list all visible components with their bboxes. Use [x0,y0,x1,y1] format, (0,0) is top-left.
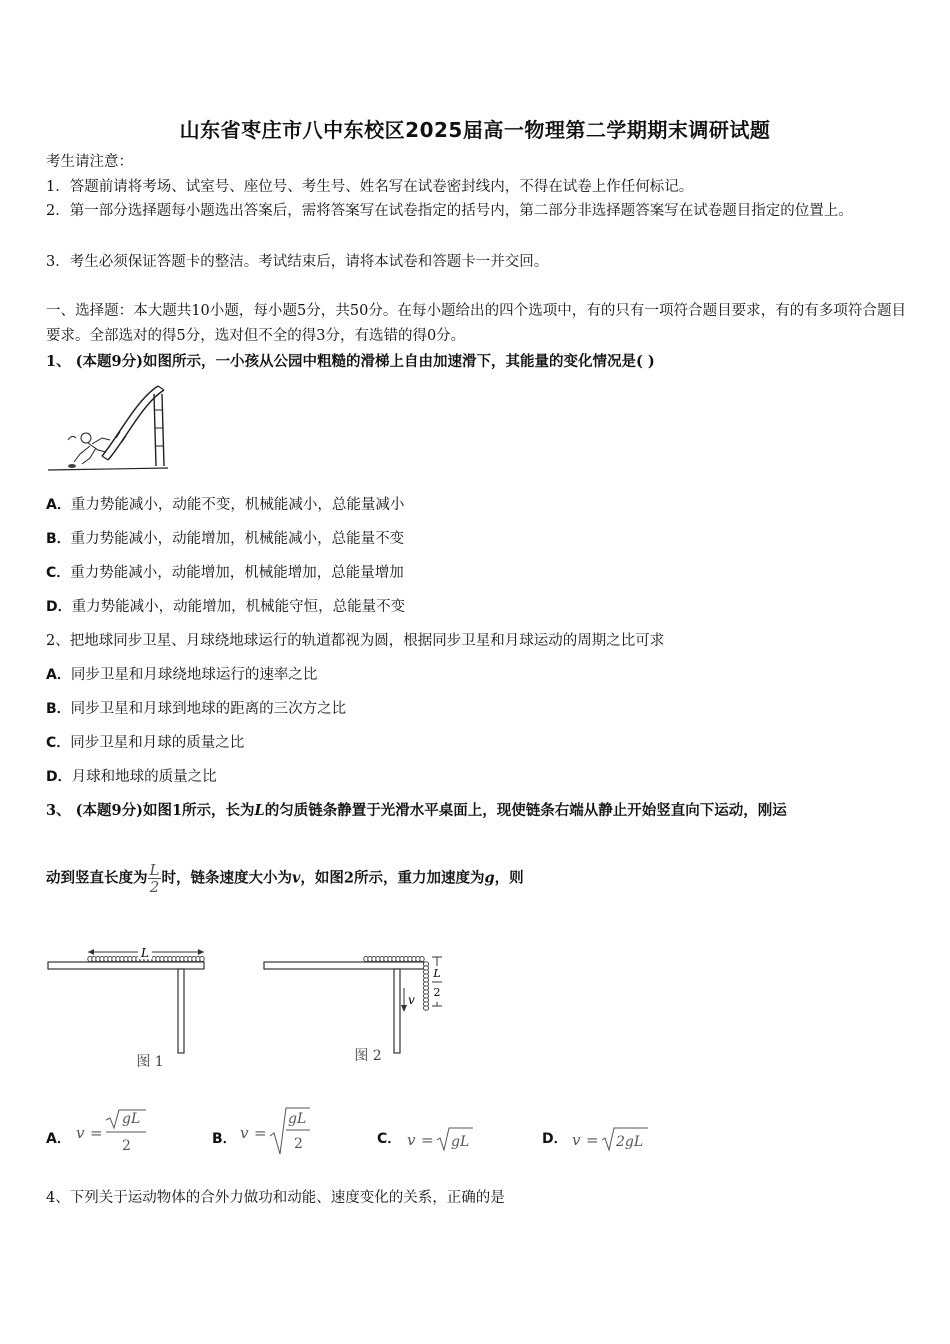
notice-item-1: 1．答题前请将考场、试室号、座位号、考生号、姓名写在试卷密封线内，不得在试卷上作任何标记。 [46,179,694,195]
q1-option-a: A．重力势能减小，动能不变，机械能减小，总能量减小 [46,497,405,513]
chain-figure-1 [46,942,216,1072]
fig2-velocity-label: v [408,993,415,1007]
svg-text:2: 2 [122,1138,131,1154]
q3-d-formula [600,1126,650,1154]
fig2-caption: 图 2 [354,1048,382,1064]
chain-figure-2 [262,942,452,1072]
notice-item-2: 2．第一部分选择题每小题选出答案后，需将答案写在试卷指定的括号内，第二部分非选择题答案写在试卷题目指定的位置上。 [46,203,853,219]
notice-header: 考生请注意： [46,154,133,170]
q3-c-formula [435,1126,475,1154]
chain-link [200,956,204,961]
q3-a-formula [104,1108,148,1156]
svg-text:gL: gL [288,1111,307,1127]
slide-figure [46,380,172,476]
q2-option-c: C．同步卫星和月球的质量之比 [46,735,245,751]
svg-text:gL: gL [122,1111,141,1127]
fig1-caption: 图 1 [136,1054,164,1070]
q3-fraction: $\frac{L}{2}$ [149,861,160,896]
q1-stem: 1、 (本题9分)如图所示，一小孩从公园中粗糙的滑梯上自由加速滑下，其能量的变化情况是( ) [46,353,655,370]
svg-text:2gL: 2gL [616,1134,644,1150]
fig2-half-den: 2 [433,986,441,999]
fig1-length-label: L [141,946,149,960]
q3-stem-line1: 3、 (本题9分)如图1所示，长为L的匀质链条静置于光滑水平桌面上，现使链条右端从静止开始竖直向下运动，刚运 [46,802,787,819]
q3-option-a: A． v = gL 2 [46,1106,206,1156]
q2-option-a: A．同步卫星和月球绕地球运行的速率之比 [46,667,318,683]
svg-text:2: 2 [294,1136,303,1152]
page-title: 山东省枣庄市八中东校区2025届高一物理第二学期期末调研试题 [179,118,771,142]
q3-stem-line2: 动到竖直长度为 $\frac{L}{2}$ 时，链条速度大小为v，如图2所示，重力加速度为g，则 [46,861,524,896]
q1-option-c: C．重力势能减小，动能增加，机械能增加，总能量增加 [46,565,404,581]
q2-option-b: B．同步卫星和月球到地球的距离的三次方之比 [46,701,347,717]
section-heading: 一、选择题：本大题共10小题，每小题5分，共50分。在每小题给出的四个选项中，有的只有一项符合题目要求，有的有多项符合题目要求。全部选对的得5分，选对但不全的得3分，有选错的得0分。 [46,303,906,344]
q4-stem: 4、下列关于运动物体的合外力做功和动能、速度变化的关系，正确的是 [46,1190,505,1206]
chain-link [420,956,424,961]
q1-option-b: B．重力势能减小，动能增加，机械能减小，总能量不变 [46,531,405,547]
svg-text:gL: gL [451,1134,470,1150]
q3-option-c: C． v = gL [377,1106,517,1156]
q3-option-d: D． v = 2gL [542,1106,682,1156]
q2-option-d: D．月球和地球的质量之比 [46,769,217,785]
q3-b-formula [268,1106,312,1156]
chain-link [423,1006,428,1010]
q1-option-d: D．重力势能减小，动能增加，机械能守恒，总能量不变 [46,599,406,615]
notice-item-3: 3．考生必须保证答题卡的整洁。考试结束后，请将本试卷和答题卡一并交回。 [46,254,549,270]
q2-stem: 2、把地球同步卫星、月球绕地球运行的轨道都视为圆，根据同步卫星和月球运动的周期之比可求 [46,633,665,649]
q3-option-b: B． v = gL 2 [212,1106,372,1156]
fig2-half-num: L [433,967,441,980]
